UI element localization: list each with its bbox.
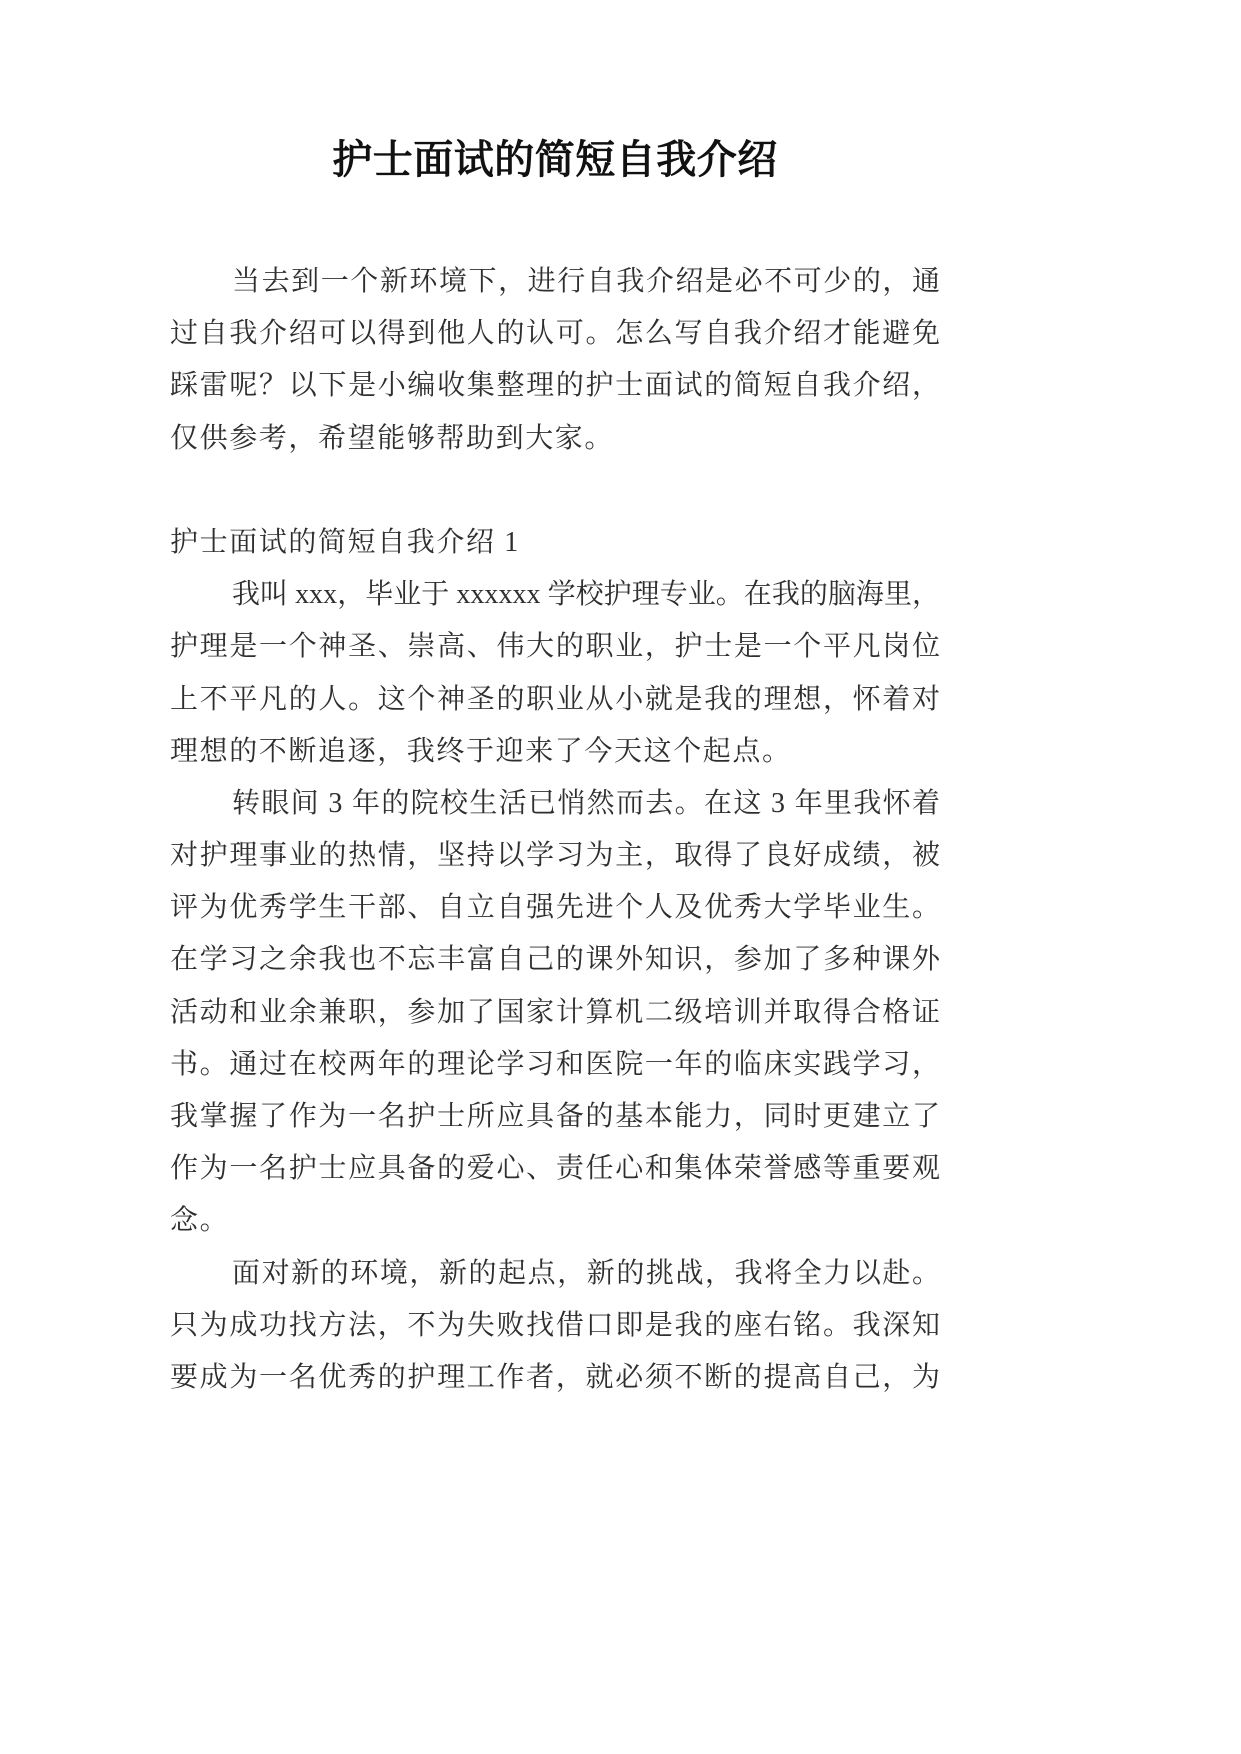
document-body xyxy=(170,256,940,1404)
paragraph-line: 上不平凡的人。这个神圣的职业从小就是我的理想，怀着对 xyxy=(170,683,942,715)
section-1 xyxy=(170,517,940,1404)
section-heading: 护士面试的简短自我介绍 1 xyxy=(170,526,520,558)
intro-paragraph xyxy=(170,256,940,465)
paragraph-line: 活动和业余兼职，参加了国家计算机二级培训并取得合格证 xyxy=(170,996,942,1028)
paragraph-line: 转眼间 3 年的院校生活已悄然而去。在这 3 年里我怀着 xyxy=(232,787,942,819)
paragraph-line: 作为一名护士应具备的爱心、责任心和集体荣誉感等重要观 xyxy=(170,1153,942,1185)
document-title: 护士面试的简短自我介绍 xyxy=(332,137,778,182)
paragraph-line: 只为成功找方法，不为失败找借口即是我的座右铭。我深知 xyxy=(170,1309,942,1341)
intro-line: 仅供参考，希望能够帮助到大家。 xyxy=(170,422,615,454)
paragraph-line: 理想的不断追逐，我终于迎来了今天这个起点。 xyxy=(170,735,792,767)
paragraph-line: 我叫 xxx，毕业于 xxxxxx 学校护理专业。在我的脑海里， xyxy=(232,579,941,611)
paragraph-line: 在学习之余我也不忘丰富自己的课外知识，参加了多种课外 xyxy=(170,944,942,976)
paragraph-line: 书。通过在校两年的理论学习和医院一年的临床实践学习， xyxy=(170,1048,942,1080)
paragraph-line: 评为优秀学生干部、自立自强先进个人及优秀大学毕业生。 xyxy=(170,892,942,924)
paragraph xyxy=(170,778,940,1248)
intro-line: 当去到一个新环境下，进行自我介绍是必不可少的，通 xyxy=(232,266,942,297)
paragraph-line: 要成为一名优秀的护理工作者，就必须不断的提高自己，为 xyxy=(170,1361,942,1393)
intro-line: 过自我介绍可以得到他人的认可。怎么写自我介绍才能避免 xyxy=(170,318,942,350)
intro-line: 踩雷呢？以下是小编收集整理的护士面试的简短自我介绍， xyxy=(170,370,942,402)
paragraph-line: 念。 xyxy=(170,1205,230,1237)
paragraph-line: 面对新的环境，新的起点，新的挑战，我将全力以赴。 xyxy=(232,1257,942,1289)
paragraph xyxy=(170,569,940,778)
paragraph-line: 我掌握了作为一名护士所应具备的基本能力，同时更建立了 xyxy=(170,1101,942,1132)
paragraph-line: 对护理事业的热情，坚持以学习为主，取得了良好成绩，被 xyxy=(170,840,942,872)
paragraph-line: 护理是一个神圣、崇高、伟大的职业，护士是一个平凡岗位 xyxy=(170,631,942,663)
paragraph xyxy=(170,1248,940,1405)
blank-line xyxy=(170,465,940,517)
